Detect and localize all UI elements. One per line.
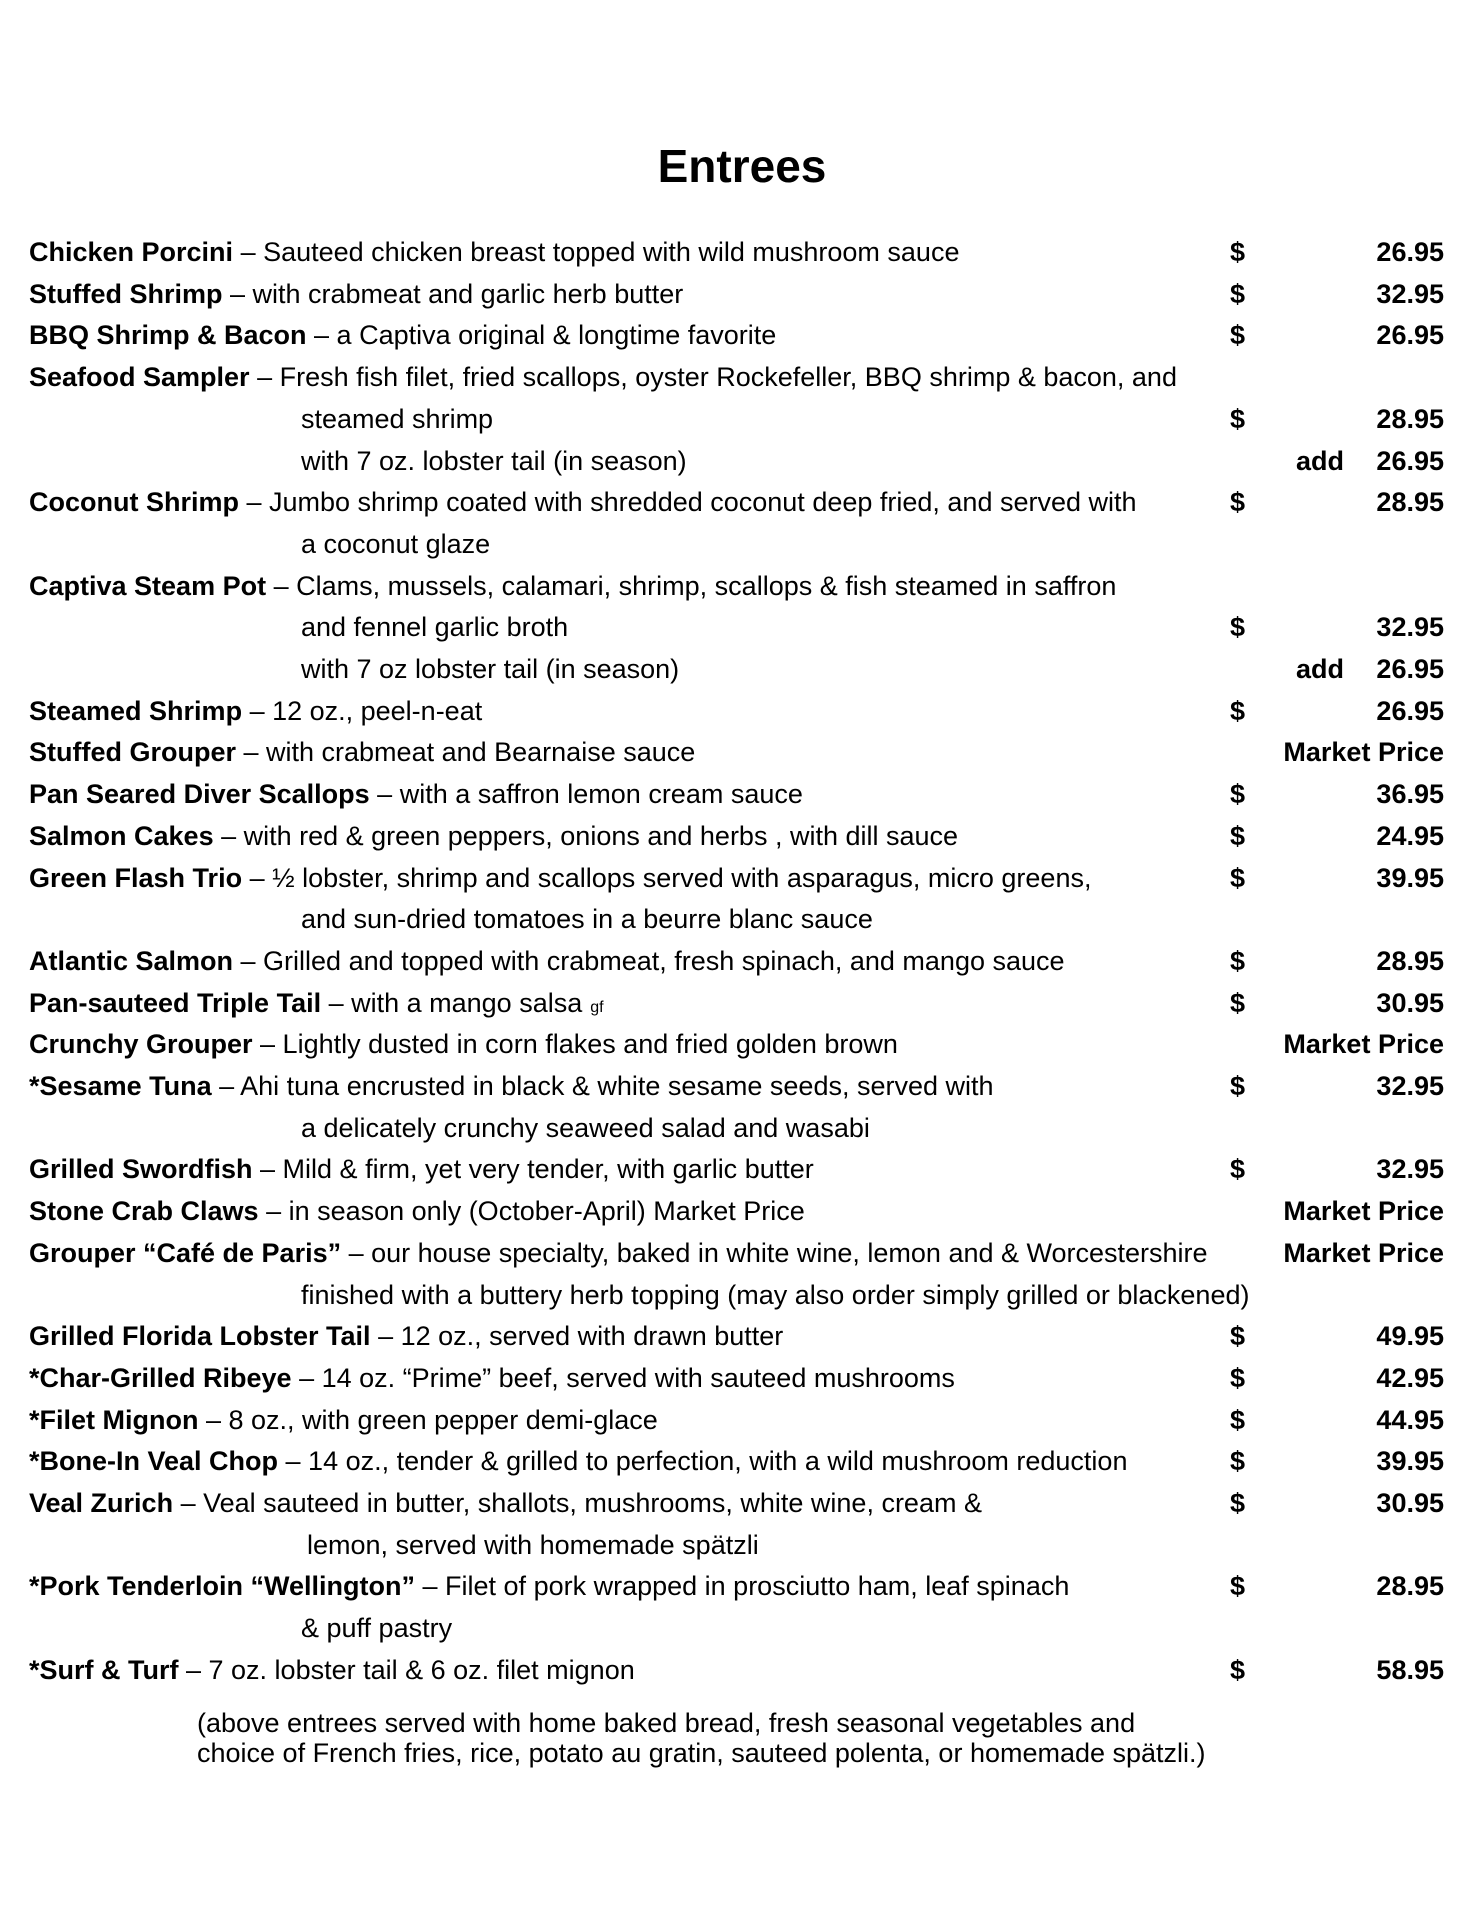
item-text — [29, 982, 604, 1029]
item-description: – 7 oz. lobster tail & 6 oz. filet mignon — [178, 1655, 635, 1685]
item-name: Coconut Shrimp — [29, 487, 239, 517]
item-description: – a Captiva original & longtime favorite — [306, 320, 777, 350]
menu-item — [0, 1023, 1484, 1065]
item-text — [29, 1148, 814, 1190]
item-name: Captiva Steam Pot — [29, 571, 267, 601]
item-description-continued: finished with a buttery herb topping (may also order simply grilled or blackened) — [301, 1280, 1250, 1310]
menu-item-continuation — [0, 1107, 1484, 1149]
item-description: – 8 oz., with green pepper demi-glace — [198, 1405, 658, 1435]
item-price: 42.95 — [1376, 1363, 1444, 1393]
item-price: 36.95 — [1376, 779, 1444, 809]
menu-item-continuation — [0, 1274, 1484, 1316]
item-description: – 12 oz., served with drawn butter — [370, 1321, 784, 1351]
item-text — [29, 356, 1177, 398]
item-text — [29, 1023, 898, 1065]
dollar-sign: $ — [1230, 1446, 1246, 1476]
item-price: 28.95 — [1376, 946, 1444, 976]
item-description: – with a mango salsa — [321, 988, 583, 1018]
item-name: Pan-sauteed Triple Tail — [29, 988, 322, 1018]
item-text — [29, 690, 482, 732]
menu-item — [0, 940, 1484, 982]
menu-item — [0, 1148, 1484, 1190]
dollar-sign: $ — [1230, 779, 1246, 809]
dollar-sign: $ — [1230, 946, 1246, 976]
menu-item — [0, 1232, 1484, 1274]
item-name: *Pork Tenderloin “Wellington” — [29, 1571, 416, 1601]
dollar-sign: $ — [1230, 1321, 1246, 1351]
dollar-sign: $ — [1230, 821, 1246, 851]
item-text — [29, 940, 1065, 982]
dollar-sign: $ — [1230, 404, 1246, 434]
item-description-continued: with 7 oz. lobster tail (in season) — [301, 446, 687, 476]
item-description-continued: and sun-dried tomatoes in a beurre blanc sauce — [301, 904, 873, 934]
item-description: – 12 oz., peel-n-eat — [242, 696, 483, 726]
item-name: Grilled Swordfish — [29, 1154, 253, 1184]
menu-item-continuation — [0, 1524, 1484, 1566]
item-text — [29, 1649, 635, 1691]
item-text — [29, 231, 959, 273]
dollar-sign: $ — [1230, 863, 1246, 893]
item-description: – with crabmeat and garlic herb butter — [222, 279, 684, 309]
item-text — [29, 857, 1091, 899]
item-name: Stuffed Grouper — [29, 737, 236, 767]
page-title: Entrees — [657, 140, 827, 192]
item-price: 44.95 — [1376, 1405, 1444, 1435]
item-name: *Char-Grilled Ribeye — [29, 1363, 292, 1393]
item-description-continued: a delicately crunchy seaweed salad and wasabi — [301, 1113, 870, 1143]
item-description: – ½ lobster, shrimp and scallops served with asparagus, micro greens, — [242, 863, 1092, 893]
gluten-free-tag: gf — [590, 999, 604, 1016]
dollar-sign: $ — [1230, 1071, 1246, 1101]
item-price: Market Price — [1283, 1196, 1444, 1226]
item-price: 26.95 — [1376, 696, 1444, 726]
item-price: Market Price — [1283, 737, 1444, 767]
item-text — [29, 481, 1137, 523]
item-text — [29, 273, 683, 315]
item-name: Steamed Shrimp — [29, 696, 243, 726]
item-description: – Ahi tuna encrusted in black & white sesame seeds, served with — [211, 1071, 994, 1101]
item-description: – Clams, mussels, calamari, shrimp, scallops & fish steamed in saffron — [266, 571, 1117, 601]
add-label: add — [1296, 446, 1345, 476]
item-price: 26.95 — [1376, 320, 1444, 350]
menu-item-continuation — [0, 648, 1484, 690]
item-description: – 14 oz. “Prime” beef, served with sauteed mushrooms — [291, 1363, 955, 1393]
item-name: Chicken Porcini — [29, 237, 234, 267]
dollar-sign: $ — [1230, 487, 1246, 517]
item-price: 28.95 — [1376, 404, 1444, 434]
item-description-continued: and fennel garlic broth — [301, 612, 569, 642]
item-price: 26.95 — [1376, 446, 1444, 476]
add-label: add — [1296, 654, 1345, 684]
dollar-sign: $ — [1230, 279, 1246, 309]
dollar-sign: $ — [1230, 1363, 1246, 1393]
item-text — [29, 1315, 783, 1357]
item-price: 32.95 — [1376, 279, 1444, 309]
item-description: – with red & green peppers, onions and herbs , with dill sauce — [213, 821, 959, 851]
item-price: Market Price — [1283, 1238, 1444, 1268]
menu-item — [0, 982, 1484, 1024]
menu-item — [0, 1065, 1484, 1107]
dollar-sign: $ — [1230, 612, 1246, 642]
item-description: – Sauteed chicken breast topped with wild mushroom sauce — [233, 237, 960, 267]
item-text — [29, 731, 695, 773]
item-price: 26.95 — [1376, 654, 1444, 684]
item-name: Stuffed Shrimp — [29, 279, 223, 309]
item-name: Pan Seared Diver Scallops — [29, 779, 370, 809]
dollar-sign: $ — [1230, 1154, 1246, 1184]
item-description: – Filet of pork wrapped in prosciutto ham, leaf spinach — [415, 1571, 1070, 1601]
menu-item — [0, 231, 1484, 273]
menu-item — [0, 773, 1484, 815]
menu-item — [0, 273, 1484, 315]
item-description-continued: a coconut glaze — [301, 529, 491, 559]
menu-item — [0, 481, 1484, 523]
dollar-sign: $ — [1230, 1571, 1246, 1601]
item-description: – in season only (October-April) Market Price — [258, 1196, 805, 1226]
item-price: 24.95 — [1376, 821, 1444, 851]
item-text — [29, 1065, 994, 1107]
item-text — [29, 565, 1116, 607]
item-text — [29, 1482, 982, 1524]
dollar-sign: $ — [1230, 320, 1246, 350]
item-name: Green Flash Trio — [29, 863, 243, 893]
menu-item-continuation — [0, 398, 1484, 440]
item-name: Atlantic Salmon — [29, 946, 234, 976]
item-name: Stone Crab Claws — [29, 1196, 259, 1226]
item-price: 58.95 — [1376, 1655, 1444, 1685]
menu-item — [0, 731, 1484, 773]
item-price: 30.95 — [1376, 988, 1444, 1018]
footer-line-2: choice of French fries, rice, potato au gratin, sauteed polenta, or homemade spätzli.) — [197, 1738, 1206, 1768]
item-description-continued: lemon, served with homemade spätzli — [307, 1530, 759, 1560]
item-price: 28.95 — [1376, 487, 1444, 517]
menu-item — [0, 690, 1484, 732]
dollar-sign: $ — [1230, 1488, 1246, 1518]
menu-item — [0, 815, 1484, 857]
item-text — [29, 1440, 1127, 1482]
item-text — [29, 773, 803, 815]
item-price: 26.95 — [1376, 237, 1444, 267]
item-name: Crunchy Grouper — [29, 1029, 253, 1059]
item-text — [29, 1399, 658, 1441]
item-description: – 14 oz., tender & grilled to perfection, with a wild mushroom reduction — [278, 1446, 1128, 1476]
item-description-continued: steamed shrimp — [301, 404, 494, 434]
item-text — [29, 314, 776, 356]
menu-item — [0, 1190, 1484, 1232]
footer-line-1: (above entrees served with home baked bread, fresh seasonal vegetables and — [197, 1708, 1136, 1738]
item-name: BBQ Shrimp & Bacon — [29, 320, 307, 350]
item-price: 49.95 — [1376, 1321, 1444, 1351]
menu-item — [0, 356, 1484, 398]
item-description: – Fresh fish filet, fried scallops, oyster Rockefeller, BBQ shrimp & bacon, and — [249, 362, 1177, 392]
item-text — [29, 1565, 1069, 1607]
item-text — [29, 815, 958, 857]
menu-item-continuation — [0, 440, 1484, 482]
item-description: – Grilled and topped with crabmeat, fresh spinach, and mango sauce — [233, 946, 1065, 976]
item-text — [29, 1190, 805, 1232]
menu-item-continuation — [0, 523, 1484, 565]
menu-item — [0, 1357, 1484, 1399]
item-name: Grilled Florida Lobster Tail — [29, 1321, 371, 1351]
menu-item-continuation — [0, 1607, 1484, 1649]
item-price: 30.95 — [1376, 1488, 1444, 1518]
dollar-sign: $ — [1230, 237, 1246, 267]
item-price: 28.95 — [1376, 1571, 1444, 1601]
item-text — [29, 1357, 955, 1399]
menu-item — [0, 1399, 1484, 1441]
item-name: Seafood Sampler — [29, 362, 250, 392]
menu-item — [0, 1440, 1484, 1482]
item-name: Grouper “Café de Paris” — [29, 1238, 342, 1268]
item-price: 39.95 — [1376, 1446, 1444, 1476]
menu-item-continuation — [0, 606, 1484, 648]
item-description: – with a saffron lemon cream sauce — [369, 779, 803, 809]
item-name: *Bone-In Veal Chop — [29, 1446, 279, 1476]
item-description: – Jumbo shrimp coated with shredded coconut deep fried, and served with — [239, 487, 1137, 517]
menu-item — [0, 1649, 1484, 1691]
item-description: – Mild & firm, yet very tender, with garlic butter — [252, 1154, 814, 1184]
item-description: – Veal sauteed in butter, shallots, mushrooms, white wine, cream & — [173, 1488, 982, 1518]
menu-item — [0, 565, 1484, 607]
item-description: – with crabmeat and Bearnaise sauce — [236, 737, 696, 767]
item-price: 32.95 — [1376, 1071, 1444, 1101]
menu-item — [0, 1482, 1484, 1524]
item-name: Veal Zurich — [29, 1488, 174, 1518]
item-price: Market Price — [1283, 1029, 1444, 1059]
dollar-sign: $ — [1230, 1655, 1246, 1685]
menu-item-continuation — [0, 898, 1484, 940]
dollar-sign: $ — [1230, 696, 1246, 726]
menu-item — [0, 1565, 1484, 1607]
item-price: 32.95 — [1376, 1154, 1444, 1184]
dollar-sign: $ — [1230, 988, 1246, 1018]
item-name: *Filet Mignon — [29, 1405, 199, 1435]
menu-item — [0, 1315, 1484, 1357]
item-name: *Sesame Tuna — [29, 1071, 212, 1101]
item-price: 39.95 — [1376, 863, 1444, 893]
item-description-continued: with 7 oz lobster tail (in season) — [301, 654, 680, 684]
footer-note — [197, 1708, 1377, 1768]
dollar-sign: $ — [1230, 1405, 1246, 1435]
menu-item — [0, 314, 1484, 356]
menu-item — [0, 857, 1484, 899]
item-description-continued: & puff pastry — [301, 1613, 453, 1643]
item-name: Salmon Cakes — [29, 821, 214, 851]
item-name: *Surf & Turf — [29, 1655, 179, 1685]
item-text — [29, 1232, 1214, 1274]
item-description: – Lightly dusted in corn flakes and fried golden brown — [252, 1029, 898, 1059]
item-price: 32.95 — [1376, 612, 1444, 642]
item-description: – our house specialty, baked in white wine, lemon and & Worcestershire — [341, 1238, 1208, 1268]
